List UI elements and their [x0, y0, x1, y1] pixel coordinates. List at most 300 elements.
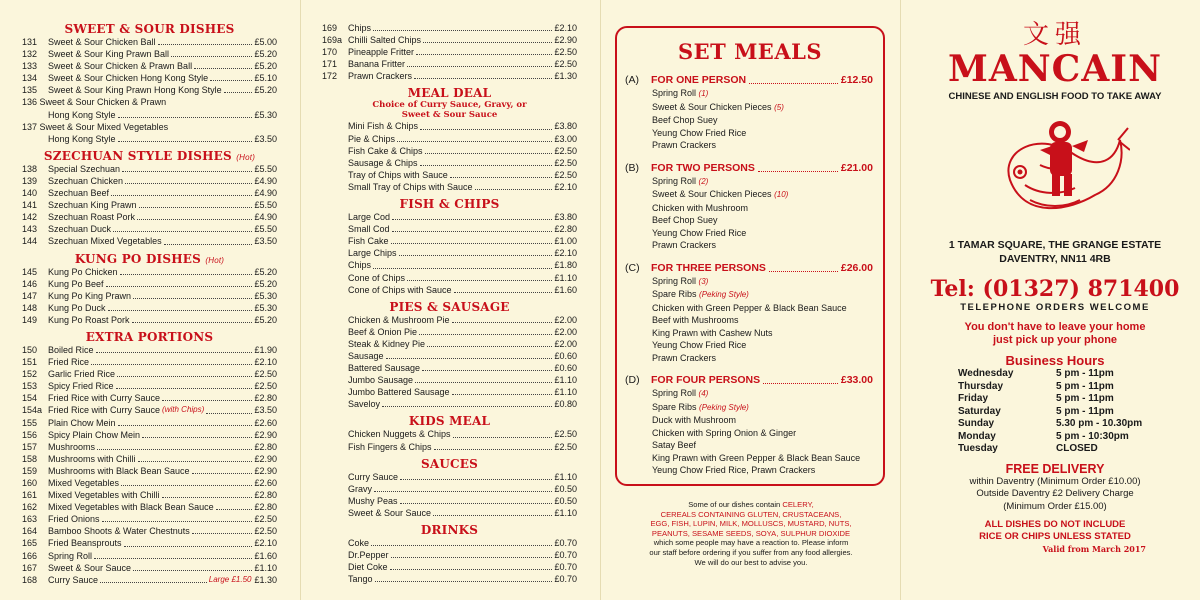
chinese-name: 文强 [1022, 20, 1087, 50]
dot-leader [454, 284, 553, 293]
set-meal-option [617, 74, 883, 152]
section-heading-text: KIDS MEAL [408, 414, 491, 429]
menu-item-number [322, 386, 348, 398]
section-heading-text: FISH & CHIPS [399, 197, 500, 212]
menu-item-name: Sweet & Sour Sauce [48, 562, 132, 573]
menu-item [22, 501, 277, 513]
menu-item-price: £5.20 [254, 278, 277, 289]
menu-item-price: £2.80 [254, 441, 277, 452]
set-meal-item [625, 352, 883, 365]
dot-leader [171, 48, 252, 57]
dot-leader [391, 549, 553, 558]
fold-line-1 [300, 0, 301, 600]
menu-item [22, 392, 277, 404]
menu-item-number [322, 284, 348, 296]
menu-item-price: £1.10 [554, 471, 577, 482]
set-meal-item-name: Beef Chop Suey [652, 215, 718, 225]
menu-item-name: Garlic Fried Rice [48, 369, 116, 380]
set-meal-item [625, 188, 883, 202]
dot-leader [162, 489, 253, 498]
menu-item-name: Mixed Vegetables with Black Bean Sauce [48, 502, 214, 513]
slogan-line-1: You don't have to leave your home [964, 321, 1146, 333]
menu-item [322, 362, 577, 374]
menu-item-name: Large Chips [348, 248, 397, 259]
section-heading [322, 300, 577, 314]
menu-item-number: 151 [22, 357, 38, 368]
menu-item-number: 169a [322, 35, 343, 46]
menu-item-name: Szechuan Beef [48, 188, 110, 199]
menu-item-name: Battered Sausage [348, 363, 421, 374]
menu-item-name: Szechuan Roast Pork [48, 212, 136, 223]
menu-item-price: £2.60 [254, 417, 277, 428]
section-heading [22, 149, 277, 163]
section-heading [22, 252, 277, 266]
menu-item-name: Szechuan Chicken [48, 175, 124, 186]
menu-item [322, 181, 577, 193]
set-meal-item [625, 439, 883, 452]
dot-leader [415, 374, 552, 383]
dot-leader [434, 441, 553, 450]
set-meal-price: £33.00 [840, 374, 873, 386]
menu-item-name: Gravy [348, 483, 373, 494]
menu-item-price: £2.50 [554, 157, 577, 168]
dot-leader [392, 211, 552, 220]
menu-item-number [322, 133, 348, 145]
menu-item [322, 284, 577, 296]
menu-item [322, 386, 577, 398]
menu-item-number: 154 [22, 393, 38, 404]
menu-item-number: 133 [22, 61, 38, 72]
menu-item-number: 141 [22, 200, 38, 211]
menu-item-name: Diet Coke [348, 562, 388, 573]
set-meal-item [625, 101, 883, 115]
menu-item-name: Fried Rice with Curry Sauce [48, 393, 161, 404]
menu-item-number [322, 561, 348, 573]
section-heading [322, 523, 577, 537]
menu-item-price: £5.20 [254, 49, 277, 60]
menu-item-name: Chicken & Mushroom Pie [348, 314, 450, 325]
menu-item-price: £1.10 [554, 507, 577, 518]
menu-item-price: £3.00 [554, 133, 577, 144]
front-cover-panel [920, 0, 1190, 600]
section-subheading: Choice of Curry Sauce, Gravy, or [372, 100, 527, 111]
set-meal-option [617, 262, 883, 365]
dot-leader [125, 175, 252, 184]
hours-row [920, 431, 1190, 444]
menu-item-name: Sweet & Sour King Prawn Hong Kong Style [48, 85, 222, 96]
section-heading [322, 414, 577, 428]
menu-item-price: £5.30 [254, 109, 277, 120]
menu-item-number [322, 223, 348, 235]
menu-item-number: 158 [22, 453, 38, 464]
menu-item-price: £2.50 [554, 441, 577, 452]
menu-item-name: Plain Chow Mein [48, 417, 116, 428]
menu-item [322, 157, 577, 169]
dot-leader [158, 36, 253, 45]
menu-item-price: £1.80 [554, 260, 577, 271]
menu-item [22, 525, 277, 537]
hours-time: CLOSED [1056, 443, 1098, 454]
set-meal-item [625, 239, 883, 252]
section-heading-text: PIES & SAUSAGE [389, 299, 510, 314]
fold-line-3 [900, 0, 901, 600]
menu-item-price: £0.60 [554, 350, 577, 361]
menu-item-price: £2.90 [254, 465, 277, 476]
menu-item [322, 374, 577, 386]
menu-item-name: Mushrooms with Black Bean Sauce [48, 465, 190, 476]
hours-time: 5 pm - 11pm [1056, 380, 1114, 392]
menu-item-price: £3.80 [554, 121, 577, 132]
menu-item [22, 235, 277, 247]
menu-item [22, 368, 277, 380]
menu-item-number: 172 [322, 71, 338, 82]
menu-item [322, 326, 577, 338]
menu-item-name: Dr.Pepper [348, 550, 389, 561]
allergy-line: our staff before ordering if you suffer from any food allergies. [649, 547, 853, 557]
dot-leader [452, 386, 553, 395]
set-meal-item-note: (1) [698, 89, 709, 98]
menu-item-name: Fried Beansprouts [48, 538, 122, 549]
set-meal-label: FOR FOUR PERSONS [651, 374, 761, 386]
set-meals-box [615, 26, 885, 486]
menu-item-number: 160 [22, 478, 38, 488]
menu-item-name: Hong Kong Style [48, 109, 116, 120]
menu-item [322, 133, 577, 145]
menu-item-name: Szechuan Duck [48, 224, 112, 235]
menu-item-price: £2.90 [254, 429, 277, 440]
dot-leader [138, 453, 253, 462]
menu-item-name: Kung Po Duck [48, 302, 106, 313]
menu-item-price: £5.50 [254, 163, 277, 174]
menu-item-price: £2.00 [554, 326, 577, 337]
set-meal-item-name: Yeung Chow Fried Rice [652, 127, 747, 138]
section-heading-text: EXTRA PORTIONS [85, 329, 214, 344]
menu-item-number: 145 [22, 266, 38, 277]
menu-item-number: 139 [22, 175, 38, 186]
menu-item-number [322, 573, 348, 585]
menu-item-number [322, 211, 348, 223]
menu-item [22, 513, 277, 525]
menu-item-number [322, 169, 348, 181]
menu-item [322, 211, 577, 223]
menu-item-price: £1.10 [554, 272, 577, 283]
dot-leader [386, 350, 553, 359]
menu-item-price: £1.10 [254, 562, 277, 573]
set-meal-item [625, 214, 883, 227]
menu-item-name: Sweet & Sour Chicken Hong Kong Style [48, 73, 209, 84]
dot-leader [91, 356, 252, 365]
hours-time: 5.30 pm - 10.30pm [1056, 418, 1143, 429]
dot-leader [450, 169, 553, 178]
menu-item-price: £2.50 [254, 526, 277, 537]
menu-item-name: Fried Onions [48, 514, 100, 525]
menu-item [22, 477, 277, 489]
dot-leader [382, 398, 552, 407]
menu-item [22, 187, 277, 199]
dot-leader [420, 157, 553, 166]
allergy-line: PEANUTS, SESAME SEEDS, SOYA, SULPHUR DIOXIDE [651, 528, 851, 538]
menu-item-number [322, 495, 348, 507]
menu-item-number [322, 441, 348, 453]
menu-item-price: £4.90 [254, 212, 277, 223]
menu-item-name: Small Cod [348, 224, 390, 235]
section-heading-text: DRINKS [420, 523, 479, 537]
menu-item-price: £2.50 [554, 145, 577, 156]
menu-item-name: Sausage [348, 350, 384, 361]
menu-item-price: £5.20 [254, 61, 277, 72]
menu-item-name: Kung Po Chicken [48, 266, 118, 277]
menu-item-multiline: 136 Sweet & Sour Chicken & Prawn [22, 97, 167, 108]
menu-item-price: £5.20 [254, 266, 277, 277]
set-meal-option [617, 162, 883, 252]
dot-leader [420, 120, 552, 129]
set-meal-item [625, 339, 883, 352]
menu-item-price: £2.80 [554, 224, 577, 235]
menu-item [322, 314, 577, 326]
menu-item-number [322, 507, 348, 519]
set-meal-item [625, 464, 883, 477]
menu-item-price: £1.30 [554, 71, 577, 82]
menu-item-price: £2.10 [554, 248, 577, 259]
hours-time: 5 pm - 11pm [1056, 368, 1114, 379]
menu-item-number: 153 [22, 381, 38, 392]
menu-item [22, 211, 277, 223]
set-meal-item [625, 202, 883, 215]
menu-item-price: £2.80 [254, 490, 277, 501]
menu-item-price: £0.80 [554, 399, 577, 410]
dot-leader [164, 235, 253, 244]
dot-leader [422, 362, 552, 371]
menu-item-number [322, 314, 348, 326]
set-meal-item [625, 175, 883, 189]
tagline: CHINESE AND ENGLISH FOOD TO TAKE AWAY [948, 91, 1162, 102]
menu-item-name: Prawn Crackers [348, 71, 413, 82]
menu-item-name: Mini Fish & Chips [348, 121, 419, 132]
dot-leader [758, 162, 838, 172]
menu-item [322, 34, 577, 46]
menu-item-name: Chilli Salted Chips [348, 35, 422, 46]
section-heading [322, 86, 577, 100]
menu-item-number: 131 [22, 37, 38, 47]
menu-item-name: Cone of Chips with Sauce [348, 284, 452, 295]
menu-item-number [322, 428, 348, 440]
dot-leader [453, 428, 553, 437]
menu-item [322, 441, 577, 453]
menu-item-name: Fish Fingers & Chips [348, 441, 432, 452]
menu-item [322, 561, 577, 573]
menu-item-name: Kung Po Beef [48, 278, 104, 289]
slogan-line-2: just pick up your phone [992, 334, 1118, 346]
set-meal-item [625, 427, 883, 440]
menu-item-number: 157 [22, 441, 38, 452]
section-heading-text: MEAL DEAL [407, 86, 492, 101]
menu-item-name: Saveloy [348, 399, 381, 410]
menu-item-number [322, 259, 348, 271]
menu-item-number [322, 362, 348, 374]
set-meal-letter: (D) [625, 374, 640, 386]
dot-leader [390, 561, 553, 570]
menu-item [22, 175, 277, 187]
menu-item [322, 573, 577, 585]
set-meal-letter: (C) [625, 261, 640, 274]
menu-item-name: Szechuan King Prawn [48, 200, 137, 211]
menu-item-price: £0.70 [554, 538, 577, 548]
menu-item-number [322, 374, 348, 386]
menu-item [22, 314, 277, 326]
menu-item-name: Hong Kong Style [48, 133, 116, 144]
set-meal-header [625, 262, 883, 275]
allergy-line: CEREALS CONTAINING GLUTEN, CRUSTACEANS, [660, 509, 842, 519]
dot-leader [425, 145, 553, 154]
menu-item-price: £5.20 [254, 85, 277, 96]
menu-item-number: 169 [322, 23, 338, 33]
menu-item [322, 235, 577, 247]
menu-item-number: 152 [22, 369, 38, 380]
menu-item [22, 562, 277, 574]
menu-item-name: Coke [348, 538, 370, 548]
set-meal-header [625, 162, 883, 175]
menu-item-number: 150 [22, 344, 38, 355]
hours-day: Saturday [958, 405, 1001, 417]
set-meal-item-note: (Peking Style) [699, 290, 749, 299]
menu-panel-middle [322, 22, 577, 600]
menu-item [22, 344, 277, 356]
menu-item [22, 404, 277, 416]
set-meal-item [625, 414, 883, 427]
dot-leader [397, 133, 552, 142]
menu-item-price: £1.10 [554, 375, 577, 386]
menu-item-number [22, 133, 48, 145]
set-meal-item-name: Prawn Crackers [652, 352, 717, 363]
menu-item-name: Mushrooms with Chilli [48, 453, 136, 464]
menu-item-multiline: 137 Sweet & Sour Mixed Vegetables [22, 121, 169, 132]
menu-item [22, 441, 277, 453]
menu-item [322, 259, 577, 271]
section-heading [22, 330, 277, 344]
menu-item-price: £2.00 [554, 314, 577, 325]
menu-item-number [322, 483, 348, 495]
menu-item-number: 162 [22, 502, 38, 513]
hours-row [920, 393, 1190, 406]
allergy-notice [620, 500, 882, 567]
menu-item [322, 350, 577, 362]
menu-item-name: Sweet & Sour Sauce [348, 507, 432, 518]
menu-item-number: 161 [22, 490, 38, 501]
dot-leader [132, 314, 253, 323]
menu-item-price: £2.80 [254, 393, 277, 404]
set-meal-item-name: Yeung Chow Fried Rice [652, 227, 747, 238]
dot-leader [400, 495, 553, 504]
dot-leader [224, 84, 253, 93]
menu-item-price: £5.50 [254, 224, 277, 235]
set-meal-item [625, 314, 883, 327]
business-hours-title: Business Hours [1005, 353, 1105, 368]
free-delivery-title: FREE DELIVERY [1005, 461, 1105, 476]
menu-item-price: £3.50 [254, 236, 277, 247]
allergy-line: CELERY, [782, 500, 814, 509]
menu-item-name: Jumbo Battered Sausage [348, 387, 450, 398]
menu-item [22, 163, 277, 175]
set-meal-item-note: (3) [698, 276, 709, 286]
hours-time: 5 pm - 11pm [1056, 405, 1114, 417]
set-meal-header [625, 374, 883, 387]
menu-item [322, 169, 577, 181]
menu-item-price: £5.10 [254, 73, 277, 84]
menu-item [22, 133, 277, 145]
menu-item-number [322, 157, 348, 169]
menu-item-number: 149 [22, 314, 38, 325]
menu-item-name: Chicken Nuggets & Chips [348, 429, 451, 440]
dot-leader [769, 262, 838, 272]
menu-item-price: £1.90 [254, 344, 277, 355]
set-meal-item-name: Spring Roll [652, 388, 697, 398]
set-meal-item [625, 87, 883, 101]
hours-day: Monday [958, 430, 996, 442]
dot-leader [133, 290, 252, 299]
menu-item [322, 272, 577, 284]
menu-item-name: Mushrooms [48, 441, 96, 452]
hours-time: 5 pm - 11pm [1056, 393, 1114, 404]
menu-item-price: £4.90 [254, 188, 277, 199]
menu-item [22, 429, 277, 441]
set-meal-label: FOR TWO PERSONS [651, 161, 755, 174]
set-meal-item-note: (5) [774, 102, 784, 112]
menu-item [22, 199, 277, 211]
dot-leader [108, 302, 253, 311]
set-meal-item-name: Chicken with Spring Onion & Ginger [652, 427, 797, 438]
hours-row [920, 418, 1190, 431]
dot-leader [139, 199, 253, 208]
menu-item-number [322, 272, 348, 284]
menu-item-number: 138 [22, 163, 38, 174]
menu-item-name: Beef & Onion Pie [348, 326, 418, 337]
dot-leader [97, 441, 252, 450]
menu-item [22, 278, 277, 290]
menu-item-name: Fried Rice [48, 357, 90, 368]
menu-item-number: 147 [22, 290, 38, 301]
menu-item-name: Kung Po King Prawn [48, 290, 132, 301]
section-heading [22, 22, 277, 36]
menu-item [322, 398, 577, 410]
set-meal-item-name: Spare Ribs [652, 401, 697, 412]
dot-leader [133, 562, 252, 571]
section-heading-text: SWEET & SOUR DISHES [64, 22, 235, 36]
menu-item-number [322, 145, 348, 157]
menu-item-number [322, 338, 348, 350]
menu-item-number: 167 [22, 562, 38, 573]
dot-leader [407, 272, 552, 281]
set-meal-item [625, 302, 883, 315]
dot-leader [374, 483, 552, 492]
menu-item [22, 223, 277, 235]
menu-item-name: Spicy Fried Rice [48, 381, 114, 392]
set-meal-item-name: Spring Roll [652, 88, 697, 98]
dot-leader [121, 477, 252, 486]
menu-item-number: 135 [22, 85, 38, 96]
dot-leader [192, 465, 253, 474]
menu-item-name: Mixed Vegetables [48, 478, 120, 488]
allergy-line: EGG, FISH, LUPIN, MILK, MOLLUSCS, MUSTARD, NUTS, [650, 519, 852, 529]
set-meal-price: £21.00 [840, 161, 873, 174]
menu-item-price: £2.50 [554, 169, 577, 180]
warning-line-2: RICE OR CHIPS UNLESS STATED [979, 530, 1131, 542]
section-heading-text: SZECHUAN STYLE DISHES [43, 148, 232, 163]
menu-item-name: Pineapple Fritter [348, 47, 415, 58]
set-meal-item-name: Chicken with Green Pepper & Black Bean Sauce [652, 302, 847, 313]
set-meal-item-note: (4) [698, 389, 709, 398]
dot-leader [122, 163, 252, 172]
menu-item [322, 120, 577, 132]
